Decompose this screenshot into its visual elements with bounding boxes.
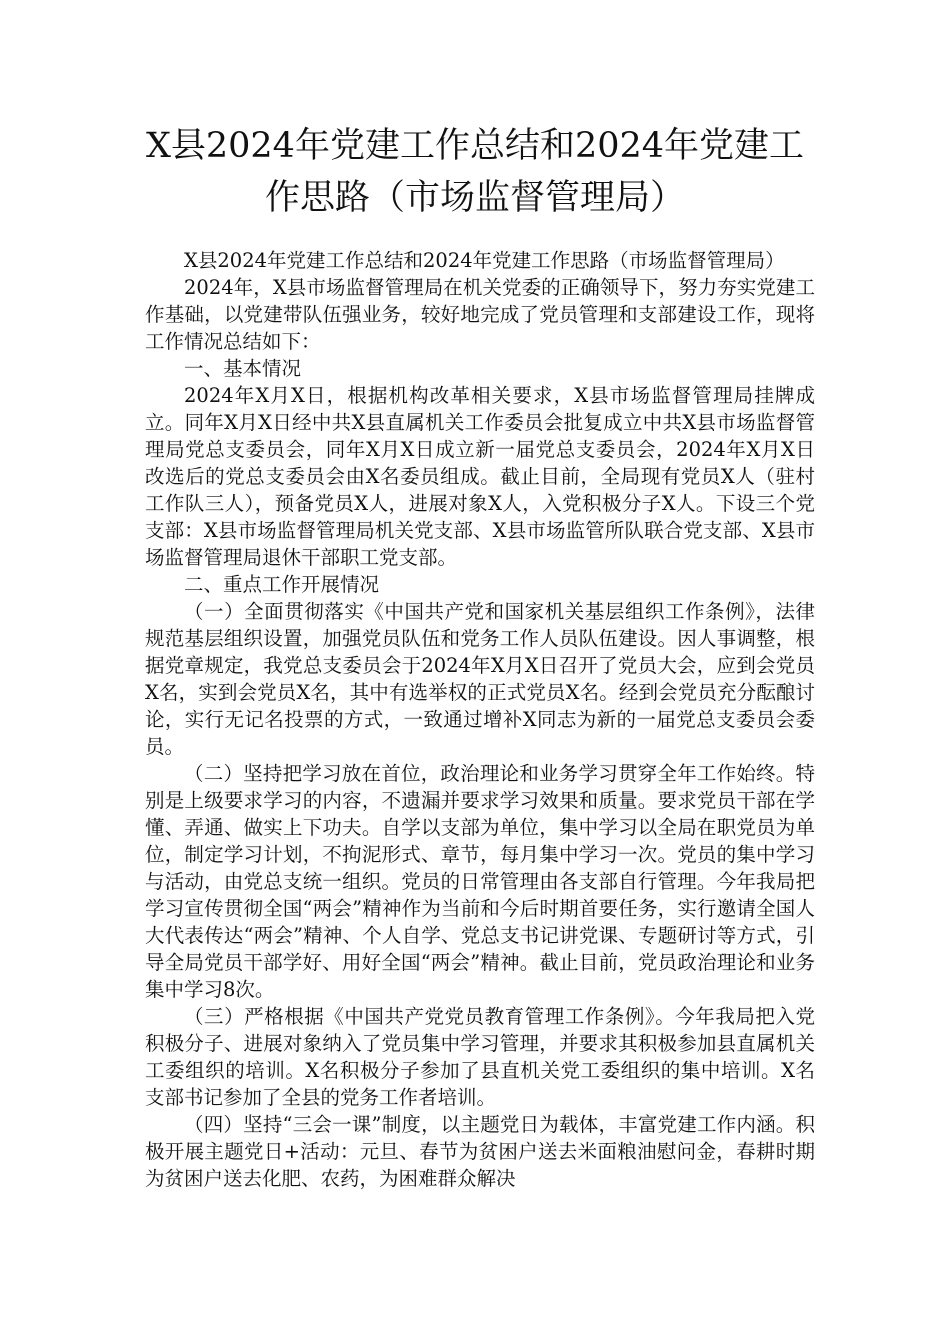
item-4-paragraph: （四）坚持“三会一课”制度，以主题党日为载体，丰富党建工作内涵。积极开展主题党日+活动：元旦、春节为贫困户送去米面粮油慰问金，春耕时期为贫困户送去化肥、农药，为困难群众解决 [145,1113,815,1190]
section-1-heading: 一、基本情况 [184,357,302,380]
title-line-2: 作思路（市场监督管理局） [264,178,685,218]
document-title [100,120,850,224]
section-2-heading: 二、重点工作开展情况 [184,573,380,596]
section-1-paragraph: 2024年X月X日，根据机构改革相关要求，X县市场监督管理局挂牌成立。同年X月X日经中共X县直属机关工作委员会批复成立中共X县市场监督管理局党总支委员会，同年X月X日成立新一届党总支委员会，2024年X月X日改选后的党总支委员会由X名委员组成。截止目前，全局现有党员X人（驻村工作队三人），预备党员X人，进展对象X人，入党积极分子X人。下设三个党支部：X县市场监督管理局机关党支部、X县市场监管所队联合党支部、X县市场监督管理局退休干部职工党支部。 [145,384,815,569]
item-1-paragraph: （一）全面贯彻落实《中国共产党和国家机关基层组织工作条例》，法律规范基层组织设置，加强党员队伍和党务工作人员队伍建设。因人事调整，根据党章规定，我党总支委员会于2024年X月X日召开了党员大会，应到会党员X名，实到会党员X名，其中有选举权的正式党员X名。经到会党员充分酝酿讨论，实行无记名投票的方式，一致通过增补X同志为新的一届党总支委员会委员。 [145,600,815,758]
subtitle-paragraph: X县2024年党建工作总结和2024年党建工作思路（市场监督管理局） [184,249,785,272]
intro-paragraph: 2024年，X县市场监督管理局在机关党委的正确领导下，努力夯实党建工作基础，以党建带队伍强业务，较好地完成了党员管理和支部建设工作，现将工作情况总结如下： [145,276,815,353]
item-3-paragraph: （三）严格根据《中国共产党党员教育管理工作条例》。今年我局把入党积极分子、进展对象纳入了党员集中学习管理，并要求其积极参加县直属机关工委组织的培训。X名积极分子参加了县直机关党工委组织的集中培训。X名支部书记参加了全县的党务工作者培训。 [145,1005,815,1109]
item-2-paragraph: （二）坚持把学习放在首位，政治理论和业务学习贯穿全年工作始终。特别是上级要求学习的内容，不遗漏并要求学习效果和质量。要求党员干部在学懂、弄通、做实上下功夫。自学以支部为单位，集中学习以全局在职党员为单位，制定学习计划，不拘泥形式、章节，每月集中学习一次。党员的集中学习与活动，由党总支统一组织。党员的日常管理由各支部自行管理。今年我局把学习宣传贯彻全国“两会”精神作为当前和今后时期首要任务，实行邀请全国人大代表传达“两会”精神、个人自学、党总支书记讲党课、专题研讨等方式，引导全局党员干部学好、用好全国“两会”精神。截止目前，党员政治理论和业务集中学习8次。 [145,762,815,1001]
title-line-1: X县2024年党建工作总结和2024年党建工 [145,126,805,166]
document-body [145,247,815,1192]
